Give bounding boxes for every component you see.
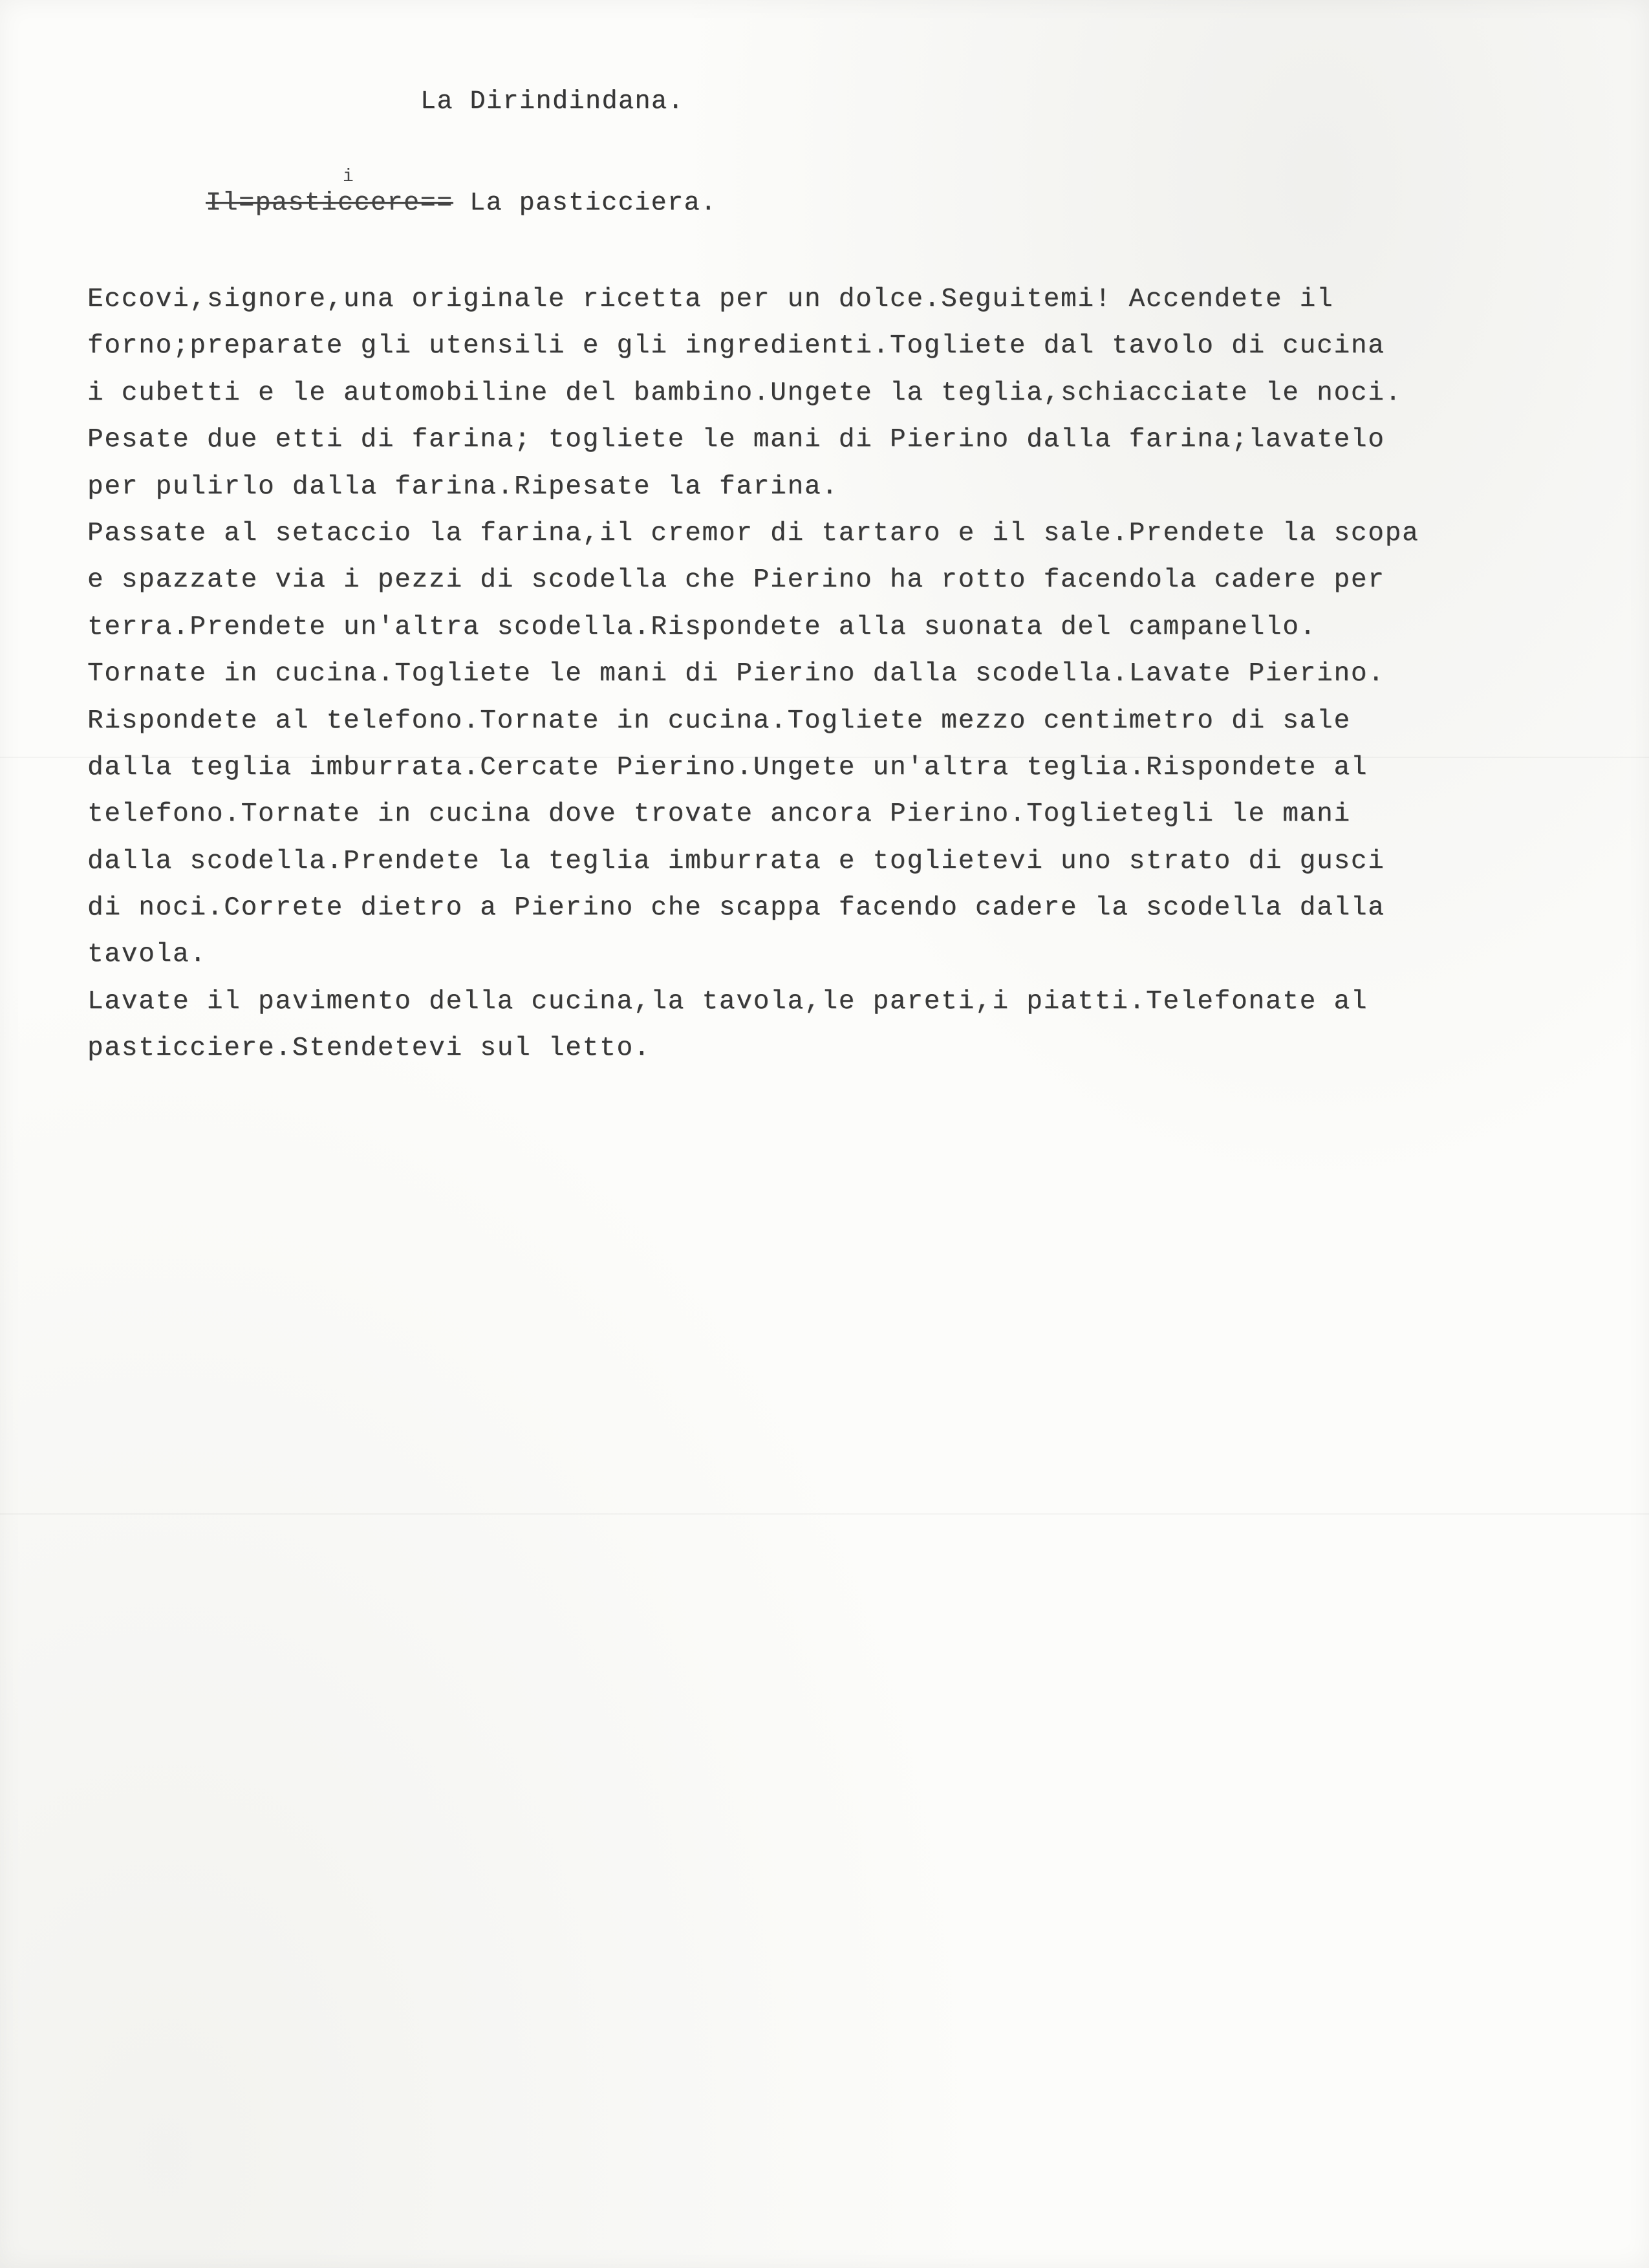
text-line: dalla scodella.Prendete la teglia imburrata e toglietevi uno strato di gusci: [87, 846, 1385, 876]
text-line: per pulirlo dalla farina.Ripesate la farina.: [87, 471, 839, 502]
typed-correction-letter: i: [343, 167, 354, 187]
text-line: Eccovi,signore,una originale ricetta per un dolce.Seguitemi! Accendete il: [87, 285, 1334, 314]
text-line: di noci.Correte dietro a Pierino che scappa facendo cadere la scodella dalla: [87, 893, 1385, 923]
text-line: Lavate il pavimento della cucina,la tavola,le pareti,i piatti.Telefonate al: [87, 986, 1368, 1017]
text-line: Passate al setaccio la farina,il cremor di tartaro e il sale.Prendete la scopa: [87, 518, 1419, 548]
text-line: pasticciere.Stendetevi sul letto.: [87, 1033, 651, 1064]
text-line: terra.Prendete un'altra scodella.Rispondete alla suonata del campanello.: [87, 612, 1317, 642]
text-line: i cubetti e le automobiline del bambino.Ungete la teglia,schiacciate le noci.: [87, 378, 1403, 408]
text-line: e spazzate via i pezzi di scodella che Pierino ha rotto facendola cadere per: [87, 565, 1385, 596]
text-line: tavola.: [87, 940, 207, 970]
text-line: Rispondete al telefono.Tornate in cucina.Togliete mezzo centimetro di sale: [87, 706, 1351, 736]
paper-fold: [0, 1513, 1649, 1515]
subtitle-row: [206, 189, 717, 218]
document-subtitle: La pasticciera.: [469, 189, 717, 218]
text-line: telefono.Tornate in cucina dove trovate ancora Pierino.Toglietegli le mani: [87, 799, 1351, 830]
struck-out-text: Il=pasticcere: [206, 189, 420, 218]
document-title: La Dirindindana.: [420, 87, 685, 116]
text-line: Pesate due etti di farina; togliete le mani di Pierino dalla farina;lavatelo: [87, 425, 1385, 455]
text-line: Tornate in cucina.Togliete le mani di Pierino dalla scodella.Lavate Pierino.: [87, 659, 1385, 689]
text-line: forno;preparate gli utensili e gli ingredienti.Togliete dal tavolo di cucina: [87, 331, 1385, 362]
text-line: dalla teglia imburrata.Cercate Pierino.Ungete un'altra teglia.Rispondete al: [87, 752, 1368, 783]
struck-out-tail: ==: [420, 189, 453, 218]
recipe-body: [87, 285, 1594, 1081]
